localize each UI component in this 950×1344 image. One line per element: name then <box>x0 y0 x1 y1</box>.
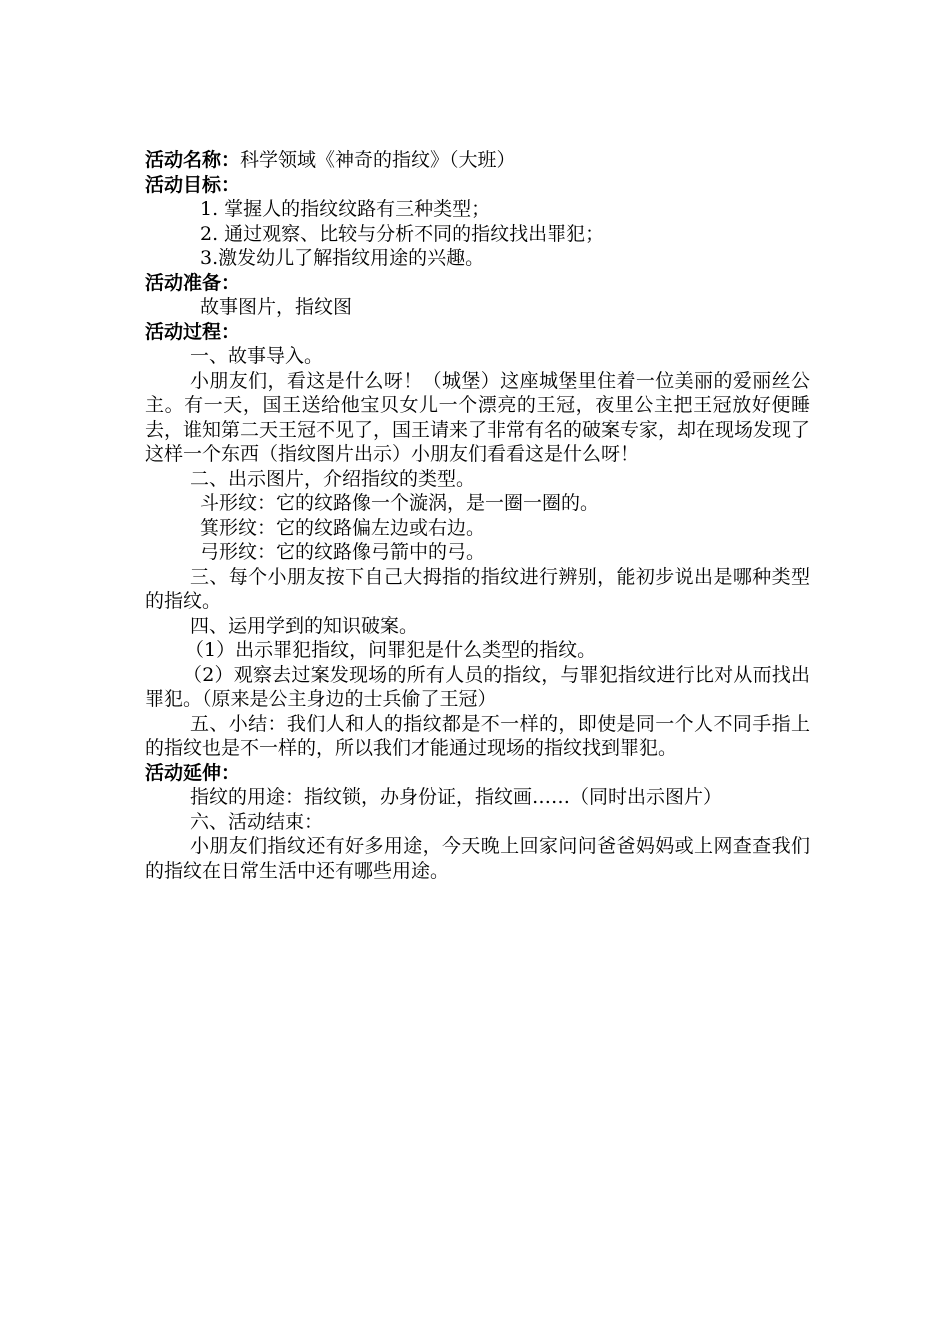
preparation-text: 故事图片，指纹图 <box>200 296 353 318</box>
step5-summary-paragraph: 五、小结：我们人和人的指纹都是不一样的，即使是同一个人不同手指上的指纹也是不一样的，所以我们才能通过现场的指纹找到罪犯。 <box>145 712 810 759</box>
type-whorl: 斗形纹：它的纹路像一个漩涡，是一圈一圈的。 <box>200 492 600 514</box>
step2-title: 二、出示图片，介绍指纹的类型。 <box>190 467 476 490</box>
fingerprint-uses-line: 指纹的用途：指纹锁，办身份证，指纹画……（同时出示图片） <box>190 786 723 808</box>
step4-item-1: （1）出示罪犯指纹，问罪犯是什么类型的指纹。 <box>185 639 597 661</box>
type-arch: 弓形纹：它的纹路像弓箭中的弓。 <box>200 541 486 563</box>
goal-item-2: 2. 通过观察、比较与分析不同的指纹找出罪犯； <box>200 222 605 245</box>
goals-heading: 活动目标： <box>145 173 241 196</box>
step6-title: 六、活动结束： <box>190 810 324 833</box>
activity-name-label: 活动名称： <box>145 149 241 171</box>
step1-story-paragraph: 小朋友们，看这是什么呀！（城堡）这座城堡里住着一位美丽的爱丽丝公主。有一天，国王送给他宝贝女儿一个漂亮的王冠，夜里公主把王冠放好便睡去，谁知第二天王冠不见了，国王请来了非常有名的破案专家，却在现场发现了这样一个东西（指纹图片出示）小朋友们看看这是什么呀！ <box>145 369 811 465</box>
preparation-heading: 活动准备： <box>145 271 241 294</box>
step4-title: 四、运用学到的知识破案。 <box>190 614 419 637</box>
step1-title: 一、故事导入。 <box>190 345 324 367</box>
type-loop: 箕形纹：它的纹路偏左边或右边。 <box>200 516 486 539</box>
step4-item-2: （2）观察去过案发现场的所有人员的指纹，与罪犯指纹进行比对从而找出罪犯。（原来是公主身边的士兵偷了王冠） <box>145 663 810 710</box>
process-heading: 活动过程： <box>145 320 241 343</box>
document-page <box>145 148 810 883</box>
goal-item-1: 1. 掌握人的指纹纹路有三种类型； <box>200 198 491 220</box>
goal-item-3: 3.激发幼儿了解指纹用途的兴趣。 <box>200 247 485 269</box>
activity-name-line <box>145 148 810 173</box>
extension-heading: 活动延伸： <box>145 761 241 784</box>
activity-name-value: 科学领域《神奇的指纹》（大班） <box>240 149 516 171</box>
step3-paragraph: 三、每个小朋友按下自己大拇指的指纹进行辨别，能初步说出是哪种类型的指纹。 <box>145 565 810 612</box>
closing-paragraph: 小朋友们指纹还有好多用途，今天晚上回家问问爸爸妈妈或上网查查我们的指纹在日常生活中还有哪些用途。 <box>145 835 810 882</box>
